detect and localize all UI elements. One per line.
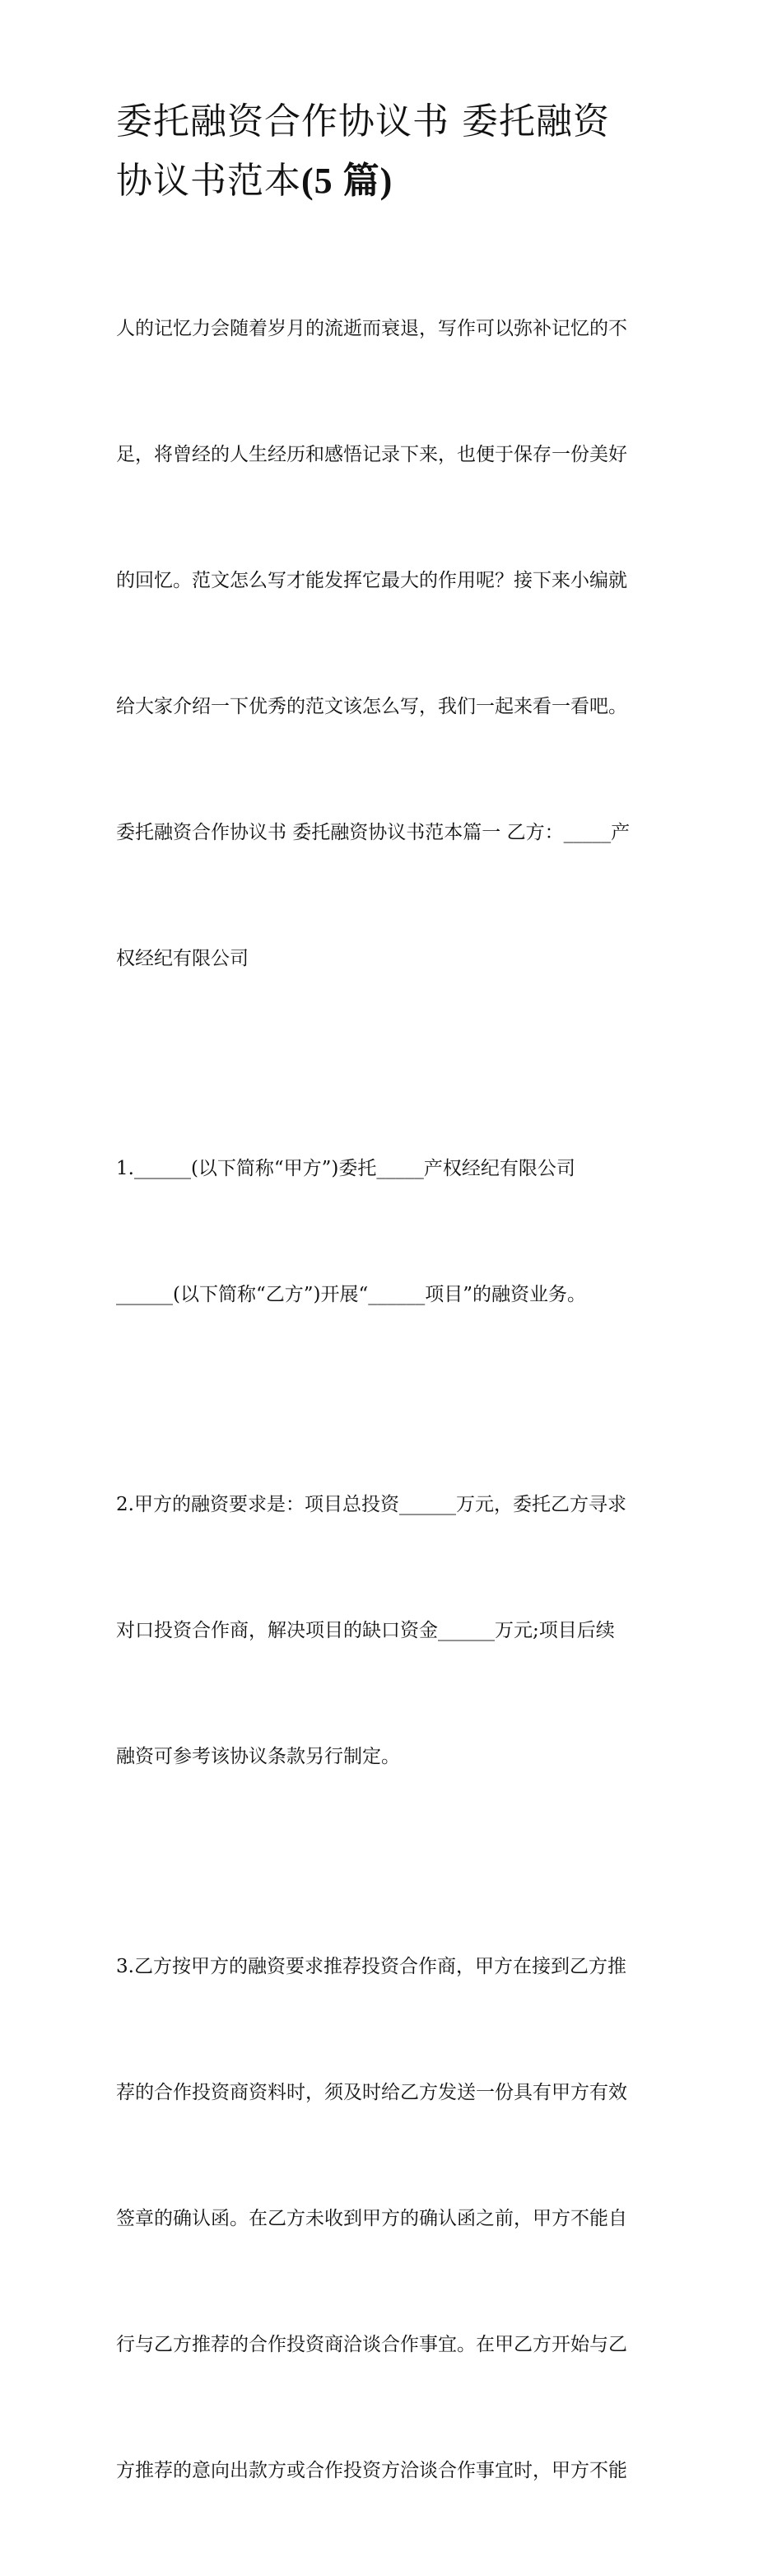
paragraph-line: 给大家介绍一下优秀的范文该怎么写，我们一起来看一看吧。: [116, 696, 627, 717]
title-count: (5: [301, 161, 333, 201]
title-line-2: [116, 152, 669, 211]
paragraph-line: 方推荐的意向出款方或合作投资方洽谈合作事宜时，甲方不能: [116, 2460, 627, 2481]
paragraph-line: 1.______(以下简称“甲方”)委托_____产权经纪有限公司: [116, 1158, 575, 1179]
title-suffix: 篇): [333, 161, 393, 201]
paragraph-line: 3.乙方按甲方的融资要求推荐投资合作商，甲方在接到乙方推: [116, 1956, 626, 1977]
paragraph-line: 权经纪有限公司: [116, 948, 249, 969]
title-line-1: 委托融资合作协议书 委托融资: [116, 100, 610, 142]
clause-2: [116, 1400, 669, 1862]
paragraph-line: 签章的确认函。在乙方未收到甲方的确认函之前，甲方不能自: [116, 2208, 627, 2229]
document-page: [116, 92, 669, 2576]
paragraph-line: ______(以下简称“乙方”)开展“______项目”的融资业务。: [116, 1284, 586, 1305]
paragraph-line: 融资可参考该协议条款另行制定。: [116, 1746, 400, 1767]
clause-3: [116, 1862, 669, 2576]
title-line-2-text: 协议书范本: [116, 160, 301, 202]
paragraph-line: 人的记忆力会随着岁月的流逝而衰退，写作可以弥补记忆的不: [116, 318, 627, 339]
paragraph-line: 委托融资合作协议书 委托融资协议书范本篇一 乙方：_____产: [116, 822, 631, 843]
paragraph-line: 足，将曾经的人生经历和感悟记录下来，也便于保存一份美好: [116, 444, 627, 465]
document-title: [116, 92, 669, 211]
paragraph-line: 荐的合作投资商资料时，须及时给乙方发送一份具有甲方有效: [116, 2082, 627, 2103]
intro-paragraph: [116, 224, 669, 1064]
paragraph-line: 行与乙方推荐的合作投资商洽谈合作事宜。在甲乙方开始与乙: [116, 2334, 627, 2355]
paragraph-line: 对口投资合作商，解决项目的缺口资金______万元;项目后续: [116, 1620, 615, 1641]
clause-1: [116, 1064, 669, 1400]
paragraph-line: 的回忆。范文怎么写才能发挥它最大的作用呢？接下来小编就: [116, 570, 627, 591]
paragraph-line: 2.甲方的融资要求是：项目总投资______万元，委托乙方寻求: [116, 1494, 626, 1515]
